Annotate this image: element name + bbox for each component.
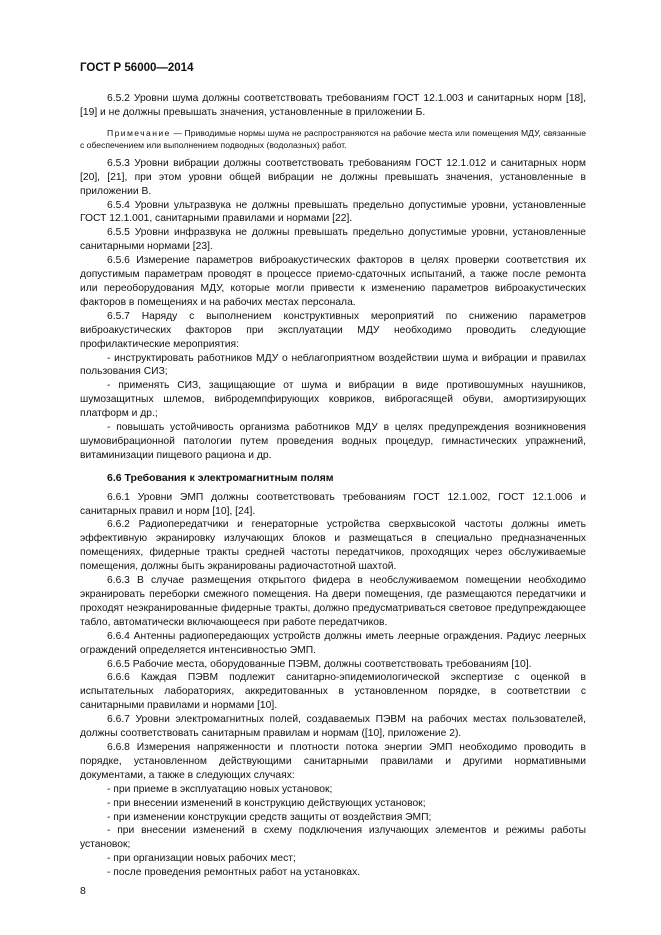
- document-header: ГОСТ Р 56000—2014: [80, 62, 194, 74]
- list-item: - повышать устойчивость организма работников МДУ в целях предупреждения возникновения шумовибрационной патологии путем проведения водных процедур, гимнастических упражнений, витаминизации пищевого рациона и др.: [80, 422, 586, 461]
- paragraph: 6.6.6 Каждая ПЭВМ подлежит санитарно-эпидемиологической экспертизе с оценкой в испытательных лабораториях, аккредитованных в установленном порядке, в соответствии с санитарными правилами и нормами [10].: [80, 672, 586, 712]
- paragraph: 6.6.2 Радиопередатчики и генераторные устройства сверхвысокой частоты должны иметь эффективную экранировку излучающих блоков и размещаться в специально предназначенных помещениях, фидерные тракты средней частоты передатчиков, проходящих через обслуживаемые помещения, должны быть экранированы радиочастотной шахтой.: [80, 519, 586, 573]
- paragraph: 6.5.3 Уровни вибрации должны соответствовать требованиям ГОСТ 12.1.012 и санитарных норм [20], [21], при этом уровни общей вибрации не должны превышать значения, установленные в приложении В.: [80, 157, 586, 197]
- list-item: - при изменении конструкции средств защиты от воздействия ЭМП;: [107, 811, 432, 823]
- list-item: - применять СИЗ, защищающие от шума и вибрации в виде противошумных наушников, шумозащитных шлемов, вибродемпфирующих ковриков, виброгасящей обуви, амортизирующих платформ и др.;: [80, 380, 586, 420]
- page-number: 8: [80, 885, 86, 897]
- paragraph: 6.6.8 Измерения напряженности и плотности потока энергии ЭМП необходимо проводить в порядке, установленном действующими санитарными правилами и другими нормативными документами, а также в следующих случаях:: [80, 741, 586, 781]
- list-item: - при внесении изменений в схему подключения излучающих элементов и режимы работы установок;: [80, 825, 586, 851]
- note: [80, 127, 586, 151]
- paragraph: 6.5.6 Измерение параметров виброакустических факторов в целях проверки соответствия их допустимым параметрам проводят в процессе приемо-сдаточных испытаний, а также после ремонта или переоборудования МДУ, которые могли привести к изменению параметров виброакустических факторов в помещениях и на рабочих местах персонала.: [80, 255, 586, 308]
- list-item: - инструктировать работников МДУ о неблагоприятном воздействии шума и вибрации и правилах пользования СИЗ;: [80, 352, 586, 378]
- note-label: Примечание: [107, 127, 171, 138]
- section-heading: 6.6 Требования к электромагнитным полям: [107, 471, 334, 484]
- paragraph: 6.6.1 Уровни ЭМП должны соответствовать требованиям ГОСТ 12.1.002, ГОСТ 12.1.006 и санитарных правил и норм [10], [24].: [80, 491, 586, 517]
- paragraph: 6.6.7 Уровни электромагнитных полей, создаваемых ПЭВМ на рабочих местах пользователей, должны соответствовать санитарным правилам и нормам ([10], приложение 2).: [80, 714, 586, 740]
- paragraph: 6.6.3 В случае размещения открытого фидера в необслуживаемом помещении необходимо экранировать переборки смежного помещения. На двери помещения, где размещаются передатчики и проходят неэкранированные фидерные тракты, должно предусматриваться световое предупреждающее табло, автоматически включающееся при работе передатчиков.: [80, 575, 586, 628]
- list-item: - при организации новых рабочих мест;: [107, 853, 296, 865]
- paragraph: 6.5.4 Уровни ультразвука не должны превышать предельно допустимые уровни, установленные ГОСТ 12.1.001, санитарными правилами и нормами [22].: [80, 199, 586, 225]
- paragraph: 6.5.5 Уровни инфразвука не должны превышать предельно допустимые уровни, установленные санитарными нормами [23].: [80, 227, 586, 253]
- paragraph: 6.5.2 Уровни шума должны соответствовать требованиям ГОСТ 12.1.003 и санитарных норм [18], [19] и не должны превышать значения, установленные в приложении Б.: [80, 93, 586, 118]
- document-body: [80, 92, 586, 880]
- list-item: - при приеме в эксплуатацию новых установок;: [107, 783, 333, 795]
- list-item: - после проведения ремонтных работ на установках.: [107, 867, 361, 879]
- paragraph: 6.6.4 Антенны радиопередающих устройств должны иметь леерные ограждения. Радиус леерных ограждений определяется интенсивностью ЭМП.: [80, 630, 586, 656]
- note-text: — Приводимые нормы шума не распространяются на рабочие места или помещения МДУ, связанные с обеспечением или выполнением подводных (водолазных) работ.: [80, 127, 586, 150]
- paragraph: 6.6.5 Рабочие места, оборудованные ПЭВМ, должны соответствовать требованиям [10].: [107, 658, 532, 670]
- list-item: - при внесении изменений в конструкцию действующих установок;: [107, 797, 426, 809]
- paragraph: 6.5.7 Наряду с выполнением конструктивных мероприятий по снижению параметров виброакустических факторов при эксплуатации МДУ необходимо проводить следующие профилактические мероприятия:: [80, 310, 586, 350]
